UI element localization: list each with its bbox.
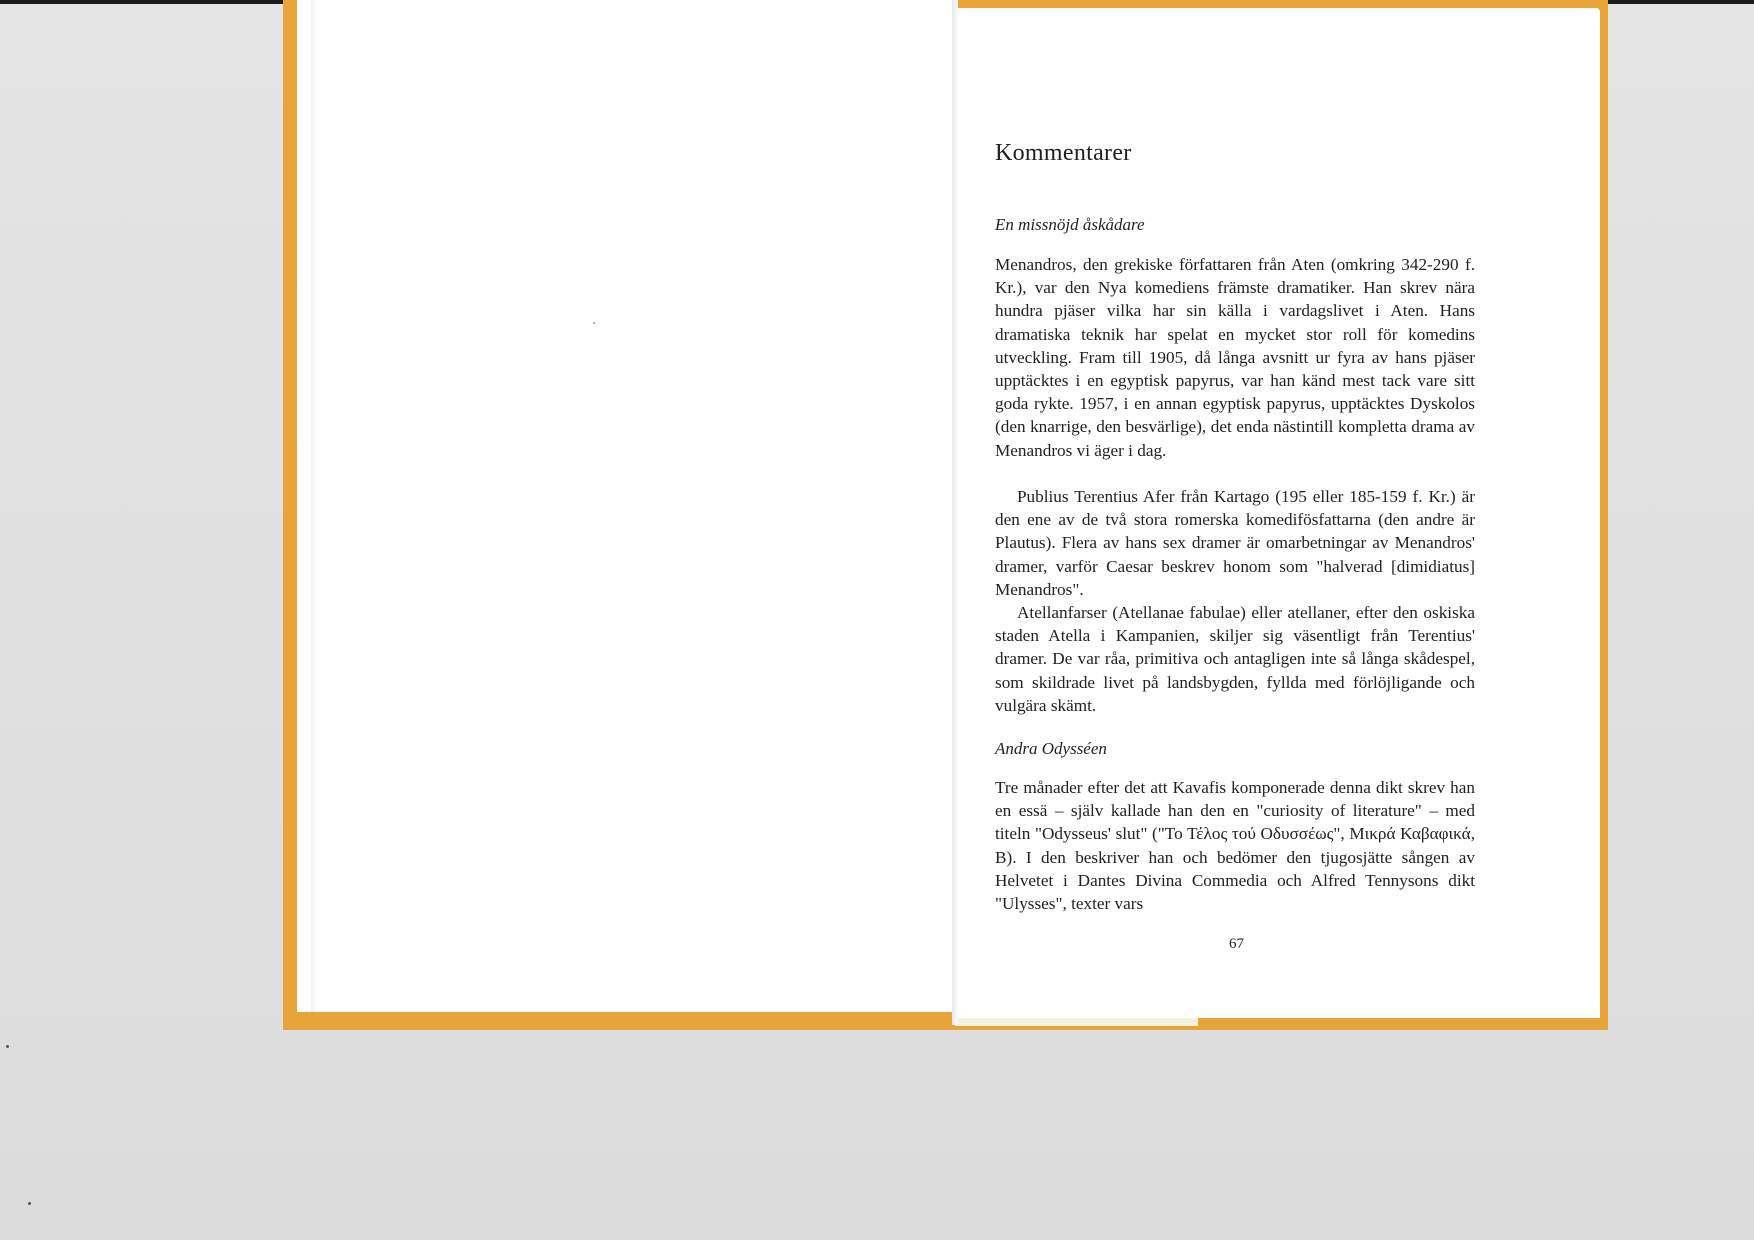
left-page-edge [311, 0, 317, 1012]
scan-speck [28, 1202, 31, 1205]
page-heading: Kommentarer [995, 140, 1132, 166]
scan-speck [593, 322, 595, 324]
right-page [958, 8, 1600, 1018]
section-title: En missnöjd åskådare [995, 215, 1145, 234]
paragraph: Tre månader efter det att Kavafis komponerade denna dikt skrev han en essä – själv kallade han den en "curiosity of literature" – med titeln "Odysseus' slut" ("Το Τέλος τού Οδυσσέως", Μικρά Καβαφικά, Β). I den beskriver han och bedömer den tjugosjätte sången av Helvetet i Dantes Divina Commedia och Alfred Tennysons dikt "Ulysses", texter vars [995, 778, 1475, 914]
left-page-blank [297, 0, 956, 1012]
paragraph: Menandros, den grekiske författaren från Aten (omkring 342-290 f. Kr.), var den Nya komediens främste dramatiker. Han skrev nära hundra pjäser vilka har sin källa i vardagslivet i Aten. Hans dramatiska teknik har spelat en mycket stor roll för komedins utveckling. Fram till 1905, då långa avsnitt ur fyra av hans pjäser upptäcktes i en egyptisk papyrus, var han känd mest tack vare sitt goda rykte. 1957, i en annan egyptisk papyrus, upptäcktes Dyskolos (den knarrige, den besvärlige), det enda nästintill kompletta drama av Menandros vi äger i dag. [995, 255, 1475, 460]
paragraph: Atellanfarser (Atellanae fabulae) eller atellaner, efter den oskiska staden Atella i Kampanien, skiljer sig väsentligt från Terentius' dramer. De var råa, primitiva och antagligen inte så långa skådespel, som skildrade livet på landsbygden, fyllda med förlöjligande och vulgära skämt. [995, 603, 1475, 715]
scan-speck [6, 1045, 9, 1048]
page-number: 67 [1229, 936, 1244, 952]
section-title: Andra Odysséen [995, 739, 1107, 758]
open-book [283, 0, 1608, 1030]
paragraph: Publius Terentius Afer från Kartago (195 eller 185-159 f. Kr.) är den ene av de två stora romerska komedifösfattarna (den andre är Plautus). Flera av hans sex dramer är omarbetningar av Menandros' dramer, varför Caesar beskrev honom som "halverad [dimidiatus] Menandros". [995, 487, 1475, 599]
